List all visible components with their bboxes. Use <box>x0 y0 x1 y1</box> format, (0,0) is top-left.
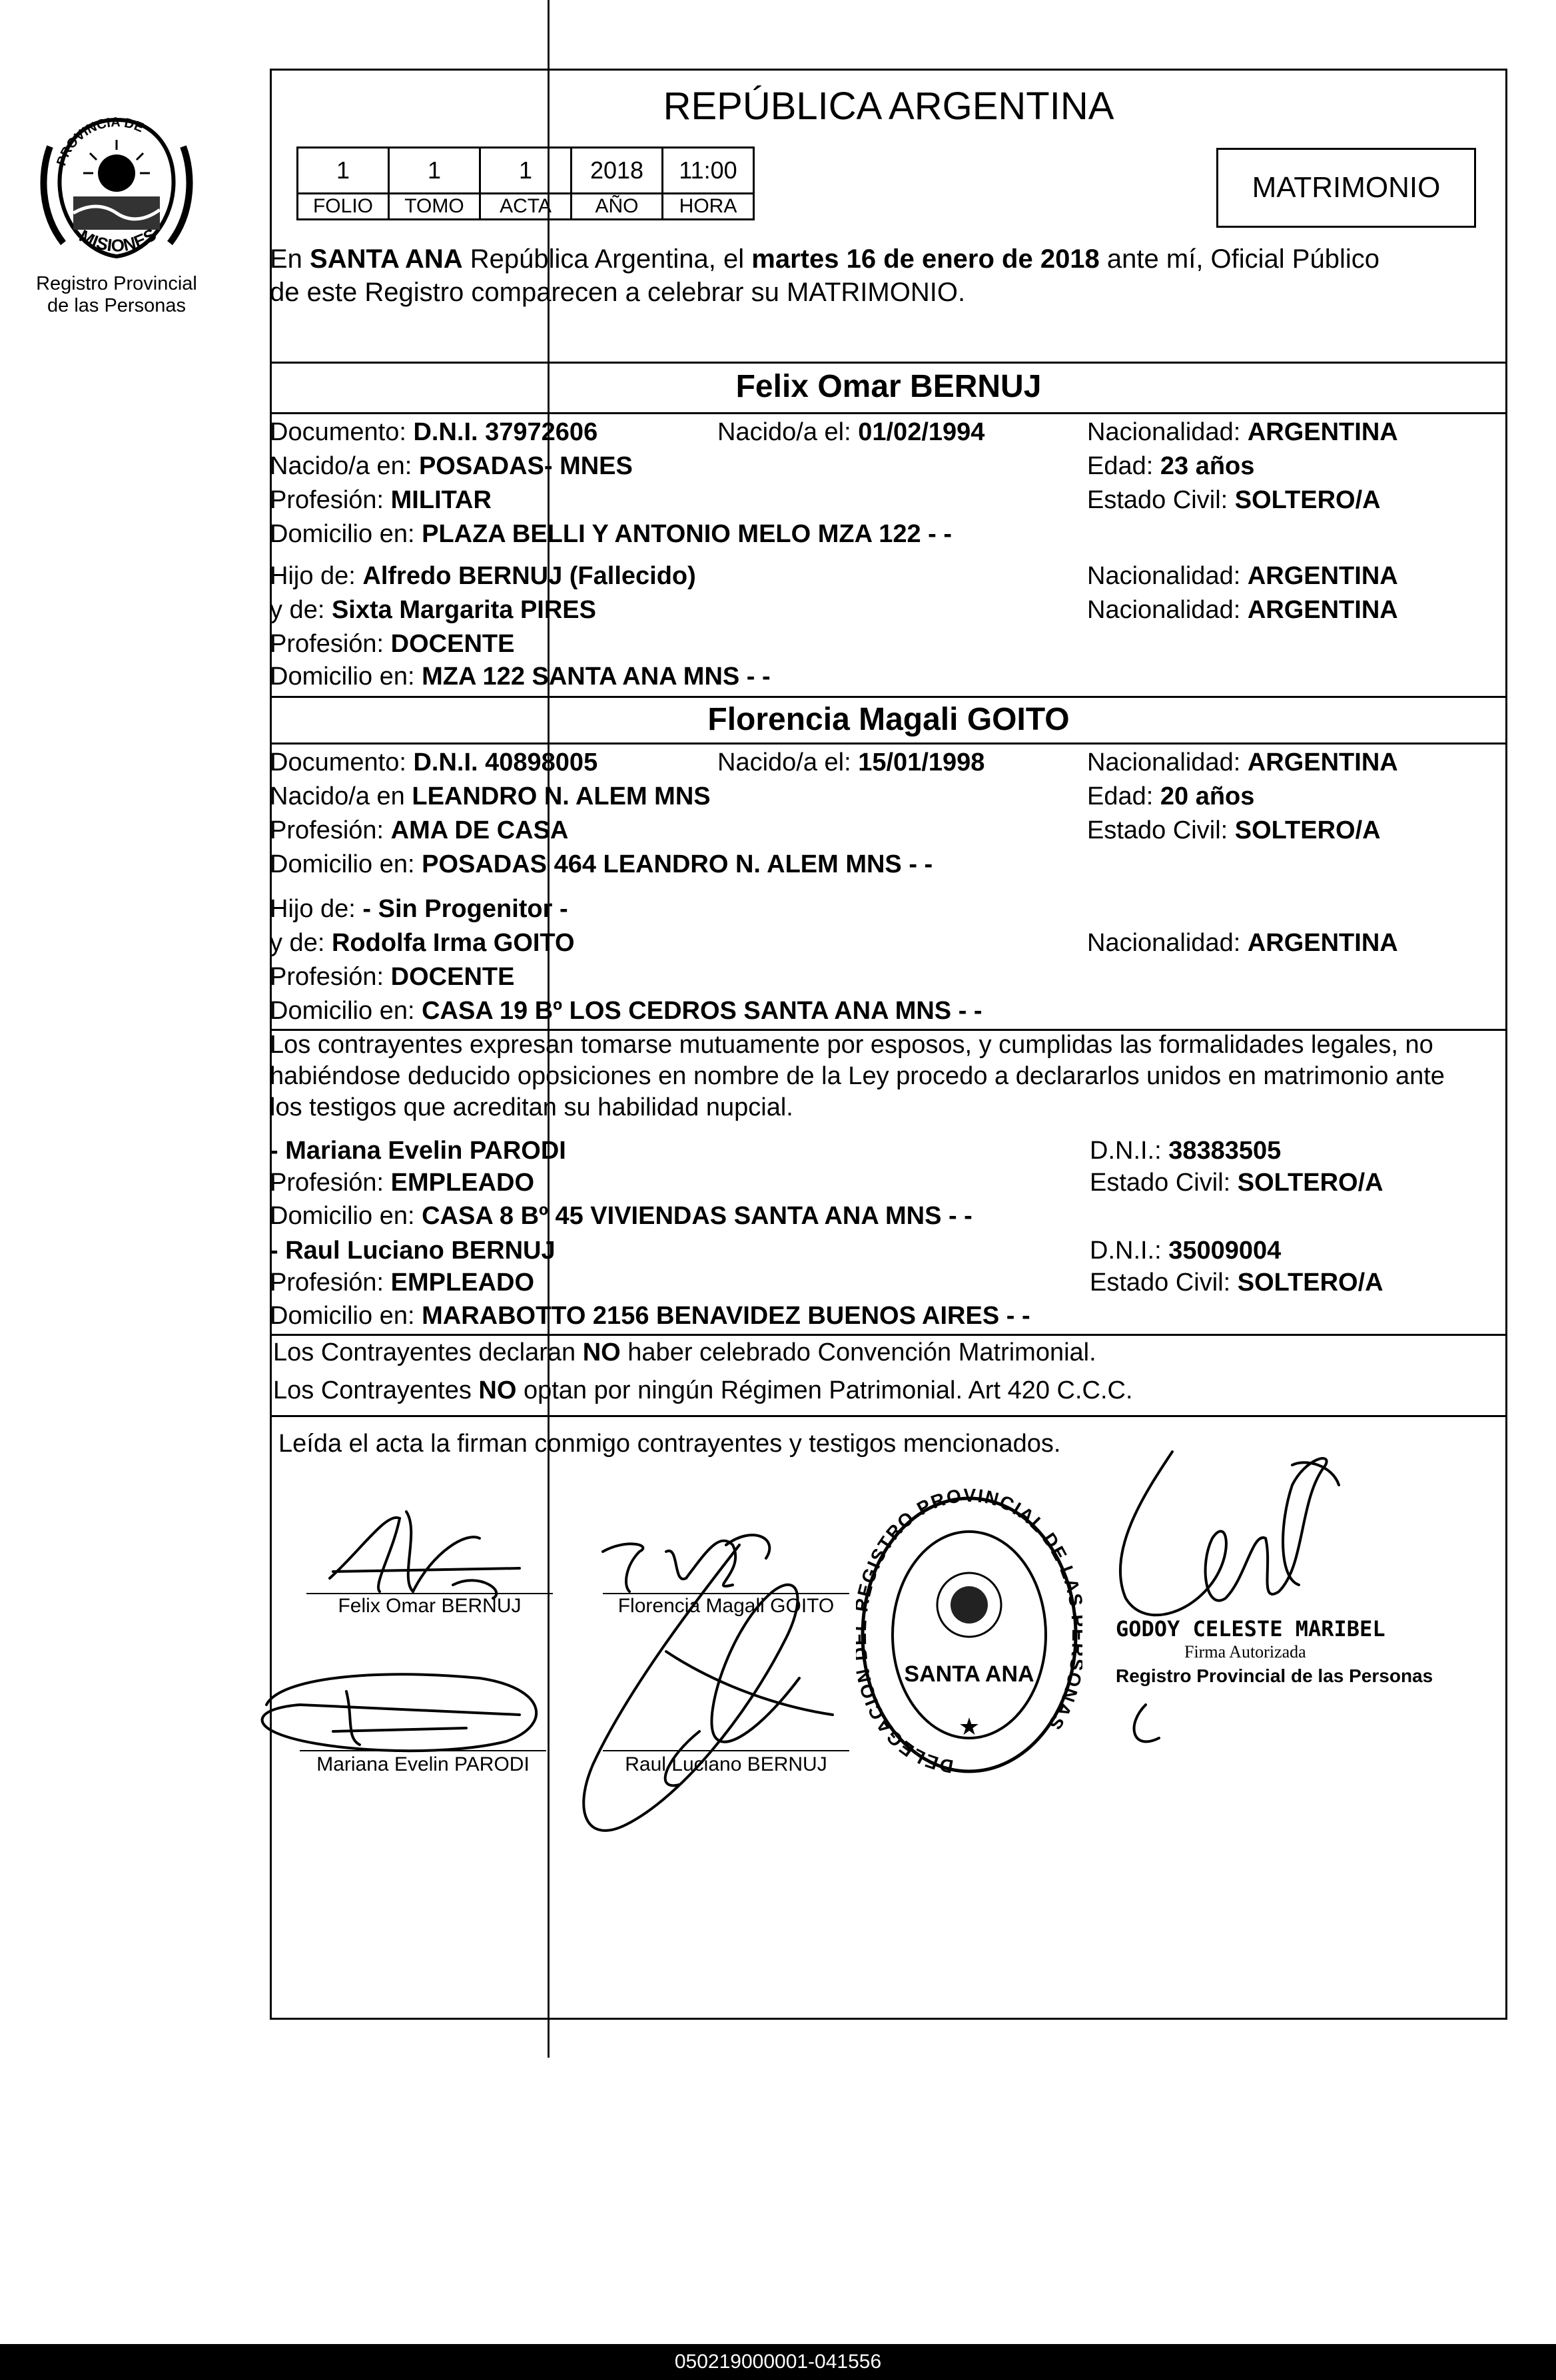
registry-name-line2: de las Personas <box>47 295 186 316</box>
spouse1-name: Felix Omar BERNUJ <box>735 369 1042 404</box>
regime-line1: Los Contrayentes declaran NO haber celebrado Convención Matrimonial. <box>273 1339 1096 1366</box>
witness1-dni: D.N.I.: 38383505 <box>1090 1137 1282 1165</box>
spouse2-mother: y de: Rodolfa Irma GOITO <box>270 929 575 957</box>
stamp-center-text: SANTA ANA <box>904 1661 1034 1687</box>
spouse2-document: Documento: D.N.I. 40898005 <box>270 748 598 776</box>
declaration-line1: Los contrayentes expresan tomarse mutuamente por esposos, y cumplidas las formalidades legales, no <box>270 1031 1433 1059</box>
spouse1-age: Edad: 23 años <box>1087 452 1255 480</box>
spouse1-nationality: Nacionalidad: ARGENTINA <box>1087 418 1398 446</box>
witness2-civil-status: Estado Civil: SOLTERO/A <box>1090 1269 1383 1297</box>
official-org: Registro Provincial de las Personas <box>1116 1665 1433 1686</box>
spouse2-parent-address: Domicilio en: CASA 19 Bº LOS CEDROS SANTA ANA MNS - - <box>270 997 982 1025</box>
signature-florencia <box>603 1535 769 1592</box>
logo-top-text: PROVINCIA DE <box>54 115 146 168</box>
spouse1-parent-profession: Profesión: DOCENTE <box>270 630 515 658</box>
acta-label: ACTA <box>480 194 572 220</box>
closing-statement: Leída el acta la firman conmigo contrayentes y testigos mencionados. <box>278 1430 1061 1458</box>
spouse1-document: Documento: D.N.I. 37972606 <box>270 418 598 446</box>
spouse2-address: Domicilio en: POSADAS 464 LEANDRO N. ALEM MNS - - <box>270 850 933 878</box>
signature-raul <box>584 1545 833 1831</box>
spouse1-civil-status: Estado Civil: SOLTERO/A <box>1087 486 1381 514</box>
spouse2-nationality: Nacionalidad: ARGENTINA <box>1087 748 1398 776</box>
spouse2-parent-profession: Profesión: DOCENTE <box>270 963 515 991</box>
spouse2-father: Hijo de: - Sin Progenitor - <box>270 895 568 923</box>
signature-felix <box>330 1512 520 1598</box>
signer-felix: Felix Omar BERNUJ <box>338 1595 522 1617</box>
signature-mariana <box>262 1674 537 1751</box>
spouse1-father: Hijo de: Alfredo BERNUJ (Fallecido) <box>270 562 696 590</box>
witness1-profession: Profesión: EMPLEADO <box>270 1169 535 1197</box>
spouse1-father-nationality: Nacionalidad: ARGENTINA <box>1087 562 1398 590</box>
folio-label: FOLIO <box>298 194 389 220</box>
declaration-line3: los testigos que acreditan su habilidad nupcial. <box>270 1093 793 1121</box>
spouse1-profession: Profesión: MILITAR <box>270 486 492 514</box>
tomo-value: 1 <box>389 148 480 194</box>
signer-mariana: Mariana Evelin PARODI <box>316 1753 530 1775</box>
witness1-name: - Mariana Evelin PARODI <box>270 1137 566 1165</box>
tomo-label: TOMO <box>389 194 480 220</box>
folio-value: 1 <box>298 148 389 194</box>
year-label: AÑO <box>572 194 663 220</box>
logo-bottom-text: MISIONES <box>76 224 160 256</box>
acta-value: 1 <box>480 148 572 194</box>
signer-raul: Raul Luciano BERNUJ <box>625 1753 827 1775</box>
spouse1-address: Domicilio en: PLAZA BELLI Y ANTONIO MELO MZA 122 - - <box>270 520 953 548</box>
witness2-profession: Profesión: EMPLEADO <box>270 1269 535 1297</box>
act-type-box: MATRIMONIO <box>1216 148 1476 228</box>
witness1-civil-status: Estado Civil: SOLTERO/A <box>1090 1169 1383 1197</box>
year-value: 2018 <box>572 148 663 194</box>
spouse2-profession: Profesión: AMA DE CASA <box>270 816 569 844</box>
spouse2-civil-status: Estado Civil: SOLTERO/A <box>1087 816 1381 844</box>
spouse1-birthdate: Nacido/a el: 01/02/1994 <box>717 418 985 446</box>
official-name: GODOY CELESTE MARIBEL <box>1116 1616 1385 1641</box>
spouse2-name: Florencia Magali GOITO <box>707 702 1070 737</box>
regime-line2: Los Contrayentes NO optan por ningún Régimen Patrimonial. Art 420 C.C.C. <box>273 1376 1133 1404</box>
document-code: 050219000001-041556 <box>674 2351 882 2373</box>
intro-line2: de este Registro comparecen a celebrar su MATRIMONIO. <box>270 278 966 307</box>
intro-line1: En SANTA ANA República Argentina, el martes 16 de enero de 2018 ante mí, Oficial Público <box>270 244 1379 274</box>
witness2-dni: D.N.I.: 35009004 <box>1090 1237 1282 1265</box>
declaration-line2: habiéndose deducido oposiciones en nombre de la Ley procedo a declararlos unidos en matrimonio ante <box>270 1062 1445 1090</box>
time-value: 11:00 <box>663 148 754 194</box>
stamp-star-icon: ★ <box>958 1713 980 1741</box>
spouse1-parent-address: Domicilio en: MZA 122 SANTA ANA MNS - - <box>270 663 771 691</box>
stamp-ring-text: DELEGACIO GISTRO PROVINCIAL DE LA NAS <box>856 1484 1082 1777</box>
spouse2-mother-nationality: Nacionalidad: ARGENTINA <box>1087 929 1398 957</box>
spouse1-mother: y de: Sixta Margarita PIRES <box>270 596 596 624</box>
spouse2-birthplace: Nacido/a en LEANDRO N. ALEM MNS <box>270 782 711 810</box>
witness2-name: - Raul Luciano BERNUJ <box>270 1237 556 1265</box>
spouse2-birthdate: Nacido/a el: 15/01/1998 <box>717 748 985 776</box>
page-title: REPÚBLICA ARGENTINA <box>663 85 1114 128</box>
witness1-address: Domicilio en: CASA 8 Bº 45 VIVIENDAS SANTA ANA MNS - - <box>270 1202 973 1230</box>
signer-florencia: Florencia Magali GOITO <box>617 1595 835 1617</box>
spouse1-birthplace: Nacido/a en: POSADAS- MNES <box>270 452 633 480</box>
witness2-address: Domicilio en: MARABOTTO 2156 BENAVIDEZ BUENOS AIRES - - <box>270 1302 1030 1330</box>
spouse1-mother-nationality: Nacionalidad: ARGENTINA <box>1087 596 1398 624</box>
official-title: Firma Autorizada <box>1184 1642 1306 1661</box>
spouse2-age: Edad: 20 años <box>1087 782 1255 810</box>
signature-official <box>1120 1452 1339 1741</box>
registry-name-line1: Registro Provincial <box>36 273 197 294</box>
time-label: HORA <box>663 194 754 220</box>
official-stamp <box>856 1482 1082 1791</box>
